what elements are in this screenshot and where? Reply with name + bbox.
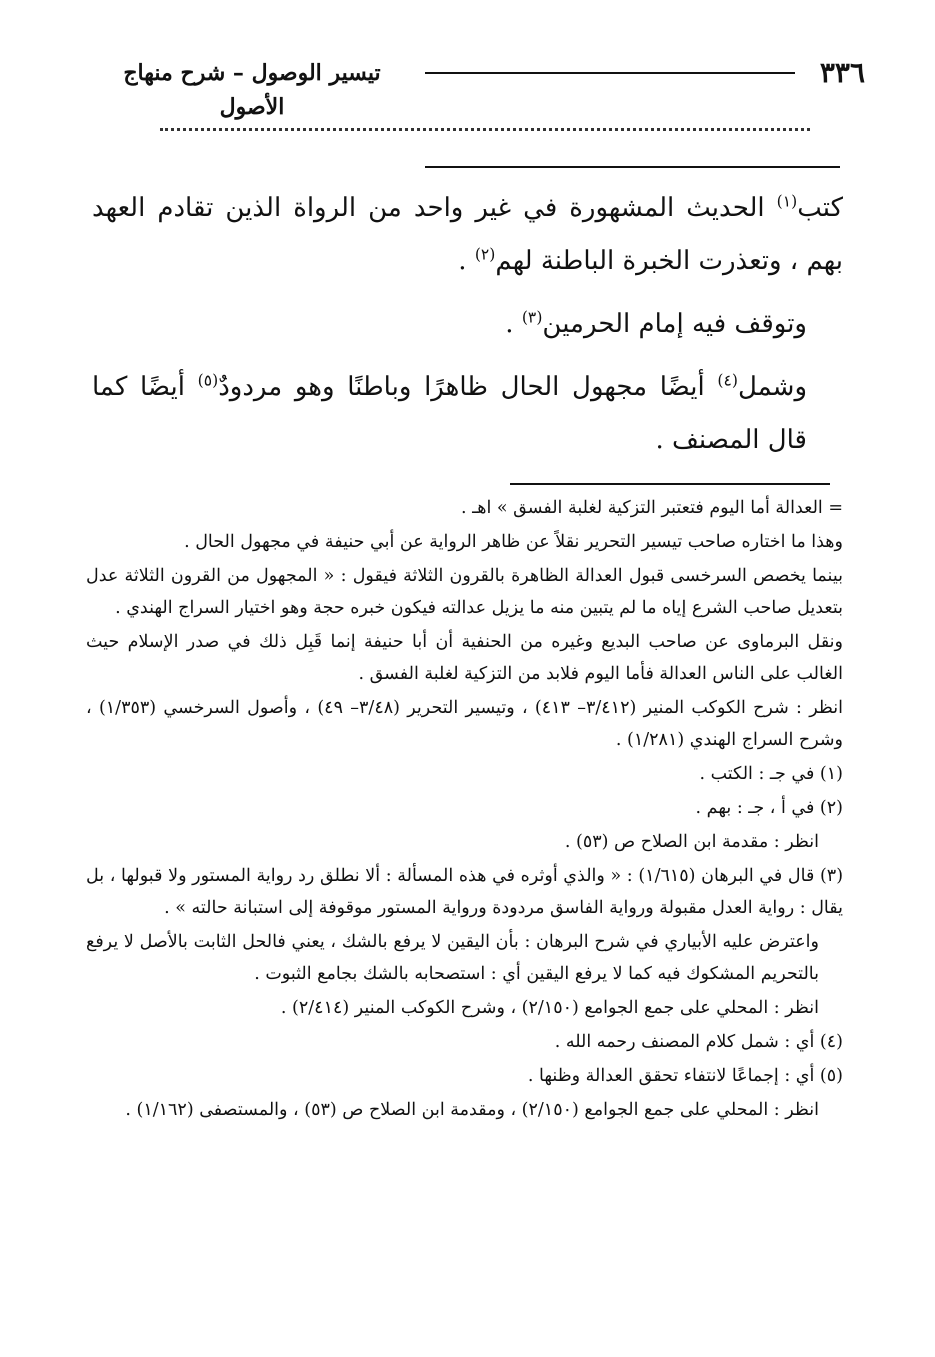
text-span: . <box>505 309 522 339</box>
footnote-paragraph: وهذا ما اختاره صاحب تيسير التحرير نقلاً عن ظاهر الرواية عن أبي حنيفة في مجهول الحال . <box>184 532 843 552</box>
footnote-ref-2: (٢) <box>474 245 496 264</box>
page-number: ٣٣٦ <box>819 56 865 89</box>
footnote-2: (٢) في أ ، جـ : بهم . <box>695 798 843 818</box>
footnote-continuation: = العدالة أما اليوم فتعتبر التزكية لغلبة الفسق » اهـ . <box>460 498 843 518</box>
running-title: تيسير الوصول – شرح منهاج الأصول <box>123 60 381 120</box>
footnote-ref-5: (٥) <box>197 371 219 390</box>
text-span: الحديث المشهورة في غير واحد من الرواة الذين تقادم العهد بهم ، وتعذرت الخبرة الباطنة لهم <box>92 193 843 276</box>
footnote-ref-4: (٤) <box>717 371 738 390</box>
footnote-3: (٣) قال في البرهان (١/٦١٥) : « والذي أوثره في هذه المسألة : ألا نطلق رد رواية المستور ولا قبولها ، بل يقال : رواية العدل مقبولة ورواية الفاسق مردودة ورواية المستور موقوفة إلى استبانة حالته » . <box>86 866 844 918</box>
text-span: أيضًا مجهول الحال ظاهرًا وباطنًا وهو مردودٌ <box>218 372 718 402</box>
text-span: وتوقف فيه إمام الحرمين <box>542 309 807 339</box>
footnote-paragraph: ونقل البرماوى عن صاحب البديع وغيره من الحنفية أن أبا حنيفة إنما قَبِل ذلك في صدر الإسلام حيث الغالب على الناس العدالة فأما اليوم فلابد من التزكية لغلبة الفسق . <box>86 632 843 684</box>
main-text <box>92 182 843 477</box>
main-paragraph-2 <box>92 298 807 351</box>
footnotes <box>86 492 843 1128</box>
footnote-5: (٥) أي : إجماعًا لانتفاء تحقق العدالة وظنها . <box>527 1066 843 1086</box>
text-span: وشمل <box>737 372 807 402</box>
footnote-ref-3: (٣) <box>521 308 543 327</box>
footnote-reference: انظر : المحلي على جمع الجوامع (٢/١٥٠) ، ومقدمة ابن الصلاح ص (٥٣) ، والمستصفى (١/١٦٢) . <box>125 1100 819 1120</box>
footnote-rule <box>510 483 830 485</box>
text-span: أيضًا كما قال المصنف . <box>92 372 807 455</box>
footnote-paragraph: بينما يخصص السرخسى قبول العدالة الظاهرة بالقرون الثلاثة فيقول : « المجهول من القرون الثلاثة عدل بتعديل صاحب الشرع إياه ما لم يتبين منه ما يزيل عدالته فيكون خبره حجة وهو اختيار السراج الهندي . <box>86 566 843 618</box>
text-rule <box>425 166 840 168</box>
header-rule <box>425 72 795 74</box>
footnote-4: (٤) أي : شمل كلام المصنف رحمه الله . <box>554 1032 843 1052</box>
main-paragraph-1 <box>92 182 843 288</box>
footnote-ref-1: (١) <box>776 192 798 211</box>
footnote-reference: انظر : مقدمة ابن الصلاح ص (٥٣) . <box>564 832 819 852</box>
footnote-paragraph: واعترض عليه الأبياري في شرح البرهان : بأن اليقين لا يرفع بالشك ، يعني فالحل الثابت بالأصل لا يرفع بالتحريم المشكوك فيه كما لا يرفع اليقين أي : استصحابه بالشك بجامع الثبوت . <box>86 932 819 984</box>
footnote-reference: انظر : شرح الكوكب المنير (٣/٤١٢– ٤١٣) ، وتيسير التحرير (٣/٤٨– ٤٩) ، وأصول السرخسي (١/٣٥٣) ، وشرح السراج الهندي (١/٢٨١) . <box>86 698 843 750</box>
text-span: . <box>458 246 475 276</box>
main-paragraph-3 <box>92 361 807 467</box>
footnote-1: (١) في جـ : الكتب . <box>699 764 843 784</box>
text-span: كتب <box>797 193 843 223</box>
ellipsis-dots <box>160 128 810 131</box>
footnote-reference: انظر : المحلي على جمع الجوامع (٢/١٥٠) ، وشرح الكوكب المنير (٢/٤١٤) . <box>280 998 819 1018</box>
